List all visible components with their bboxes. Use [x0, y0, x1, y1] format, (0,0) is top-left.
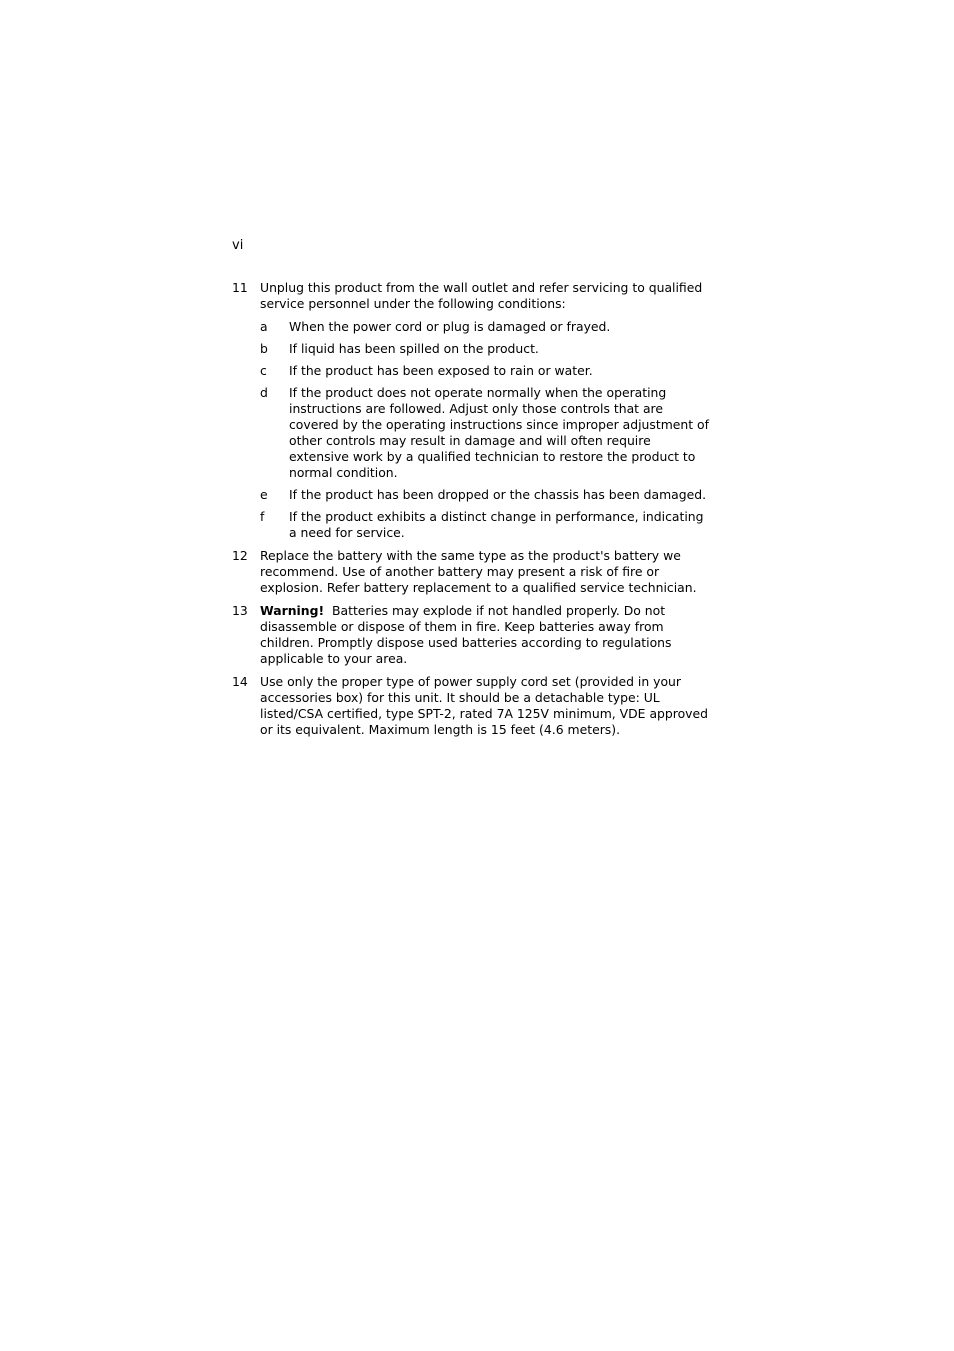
sub-item-letter: a	[260, 319, 268, 334]
sub-item-e	[260, 487, 712, 503]
sub-item-d	[260, 385, 712, 481]
item-text-container	[260, 603, 712, 667]
sub-item-a	[260, 319, 712, 335]
list-item-11	[232, 280, 712, 541]
condition-sublist	[260, 319, 712, 541]
sub-item-text: When the power cord or plug is damaged or frayed.	[289, 319, 611, 334]
item-text: Unplug this product from the wall outlet and refer servicing to qualified service personnel under the following conditions:	[260, 280, 703, 311]
list-item-14	[232, 674, 712, 738]
item-text: Batteries may explode if not handled properly. Do not disassemble or dispose of them in fire. Keep batteries away from children. Promptly dispose used batteries according to regulations applicable to your area.	[260, 603, 672, 666]
sub-item-letter: c	[260, 363, 267, 378]
sub-item-c	[260, 363, 712, 379]
item-number: 11	[232, 280, 248, 295]
sub-item-letter: f	[260, 509, 265, 524]
sub-item-text: If the product has been exposed to rain or water.	[289, 363, 593, 378]
item-text: Use only the proper type of power supply cord set (provided in your accessories box) for this unit. It should be a detachable type: UL listed/CSA certified, type SPT-2, rated 7A 125V minimum, VDE approved or its equivalent. Maximum length is 15 feet (4.6 meters).	[260, 674, 708, 737]
item-number: 12	[232, 548, 248, 563]
page-number: vi	[232, 238, 244, 253]
sub-item-text: If the product does not operate normally when the operating instructions are followed. Adjust only those controls that are covered by the operating instructions since improper adjustment of other controls may result in damage and will often require extensive work by a qualified technician to restore the product to normal condition.	[289, 385, 709, 480]
sub-item-text: If the product has been dropped or the chassis has been damaged.	[289, 487, 707, 502]
sub-item-text: If liquid has been spilled on the product.	[289, 341, 539, 356]
sub-item-letter: e	[260, 487, 268, 502]
sub-item-f	[260, 509, 712, 541]
item-text: Replace the battery with the same type as the product's battery we recommend. Use of another battery may present a risk of fire or explosion. Refer battery replacement to a qualified service technician.	[260, 548, 697, 595]
item-number: 13	[232, 603, 248, 618]
list-item-13	[232, 603, 712, 667]
sub-item-b	[260, 341, 712, 357]
warning-label: Warning!	[260, 603, 325, 618]
sub-item-text: If the product exhibits a distinct change in performance, indicating a need for service.	[289, 509, 704, 540]
sub-item-letter: b	[260, 341, 268, 356]
item-number: 14	[232, 674, 248, 689]
sub-item-letter: d	[260, 385, 268, 400]
list-item-12	[232, 548, 712, 596]
safety-instructions-list	[232, 280, 712, 745]
